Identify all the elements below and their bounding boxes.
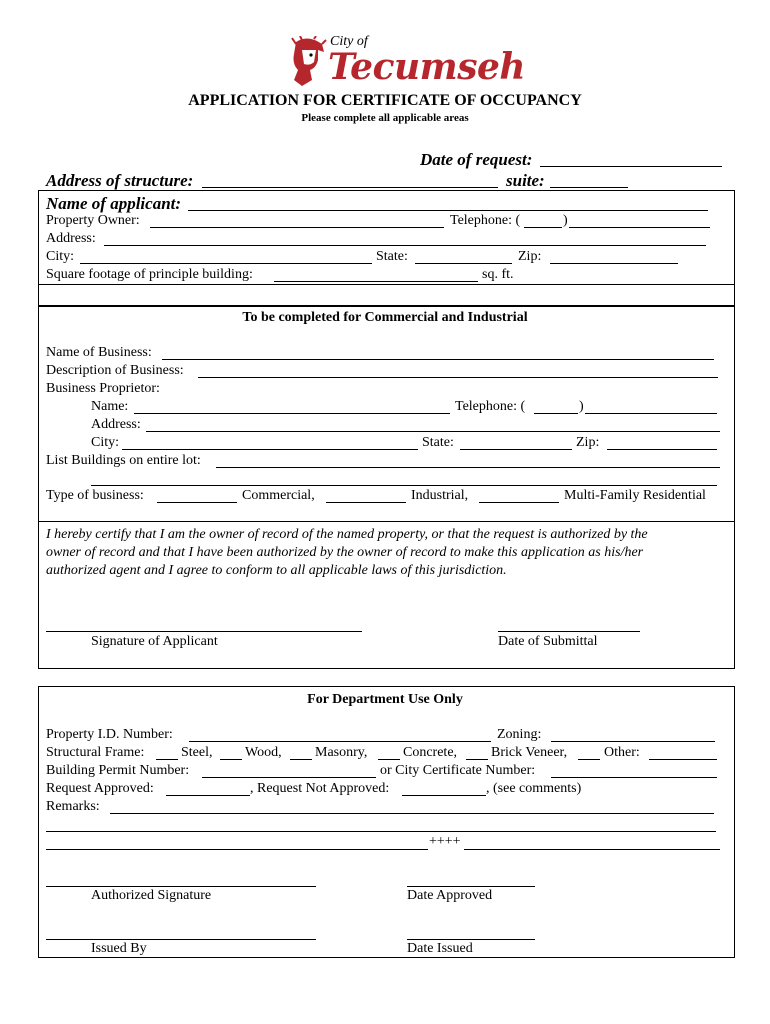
issued-by-field[interactable] [46, 939, 316, 940]
masonry-checkbox-line[interactable] [290, 759, 312, 760]
multi-family-option-label: Multi-Family Residential [564, 488, 706, 503]
state-label: State: [376, 249, 408, 264]
address-of-structure-label: Address of structure: [46, 171, 194, 190]
proprietor-city-label: City: [91, 435, 120, 450]
building-permit-number-field[interactable] [202, 777, 376, 778]
address-of-structure-field[interactable] [202, 187, 498, 188]
page-title: APPLICATION FOR CERTIFICATE OF OCCUPANCY [188, 92, 582, 109]
signature-of-applicant-field[interactable] [46, 631, 362, 632]
issued-by-label: Issued By [91, 941, 147, 956]
remarks-field-4[interactable] [464, 849, 720, 850]
sq-ft-label: sq. ft. [482, 267, 514, 282]
request-approved-field[interactable] [166, 795, 250, 796]
name-of-business-field[interactable] [162, 359, 714, 360]
authorized-signature-label: Authorized Signature [91, 888, 212, 903]
signature-of-applicant-label: Signature of Applicant [91, 634, 218, 649]
remarks-field-3[interactable] [46, 849, 428, 850]
see-comments-label: , (see comments) [486, 781, 582, 796]
list-buildings-label: List Buildings on entire lot: [46, 453, 201, 468]
certification-divider [38, 521, 735, 522]
date-approved-field[interactable] [407, 886, 535, 887]
proprietor-telephone-label: Telephone: ( [455, 399, 526, 414]
multi-family-checkbox-line[interactable] [479, 502, 559, 503]
property-id-field[interactable] [189, 741, 491, 742]
remarks-label: Remarks: [46, 799, 100, 814]
name-of-business-label: Name of Business: [46, 345, 152, 360]
zoning-field[interactable] [551, 741, 715, 742]
suite-label: suite: [506, 171, 545, 190]
date-issued-field[interactable] [407, 939, 535, 940]
proprietor-zip-label: Zip: [576, 435, 600, 450]
suite-field[interactable] [550, 187, 628, 188]
concrete-option-label: Concrete, [403, 745, 458, 760]
business-proprietor-label: Business Proprietor: [46, 381, 160, 396]
proprietor-city-field[interactable] [122, 449, 418, 450]
proprietor-address-label: Address: [91, 417, 141, 432]
applicant-divider [38, 284, 735, 285]
logo-city-text: City of [330, 34, 368, 49]
square-footage-label: Square footage of principle building: [46, 267, 253, 282]
name-of-applicant-field[interactable] [188, 210, 708, 211]
proprietor-telephone-close-paren: ) [579, 399, 584, 414]
other-field[interactable] [649, 759, 717, 760]
department-heading: For Department Use Only [307, 692, 463, 707]
chief-head-icon [288, 36, 328, 88]
proprietor-telephone-area-code-field[interactable] [534, 413, 578, 414]
request-not-approved-label: , Request Not Approved: [250, 781, 390, 796]
square-footage-field[interactable] [274, 281, 478, 282]
other-option-label: Other: [604, 745, 640, 760]
date-of-submittal-label: Date of Submittal [498, 634, 598, 649]
zip-label: Zip: [518, 249, 542, 264]
date-approved-label: Date Approved [407, 888, 493, 903]
proprietor-name-field[interactable] [134, 413, 450, 414]
property-owner-label: Property Owner: [46, 213, 140, 228]
city-certificate-number-field[interactable] [551, 777, 717, 778]
commercial-option-label: Commercial, [242, 488, 315, 503]
proprietor-zip-field[interactable] [607, 449, 717, 450]
city-label: City: [46, 249, 75, 264]
address-label: Address: [46, 231, 96, 246]
remarks-field-2[interactable] [46, 831, 716, 832]
list-buildings-field[interactable] [216, 467, 720, 468]
zip-field[interactable] [550, 263, 678, 264]
property-owner-field[interactable] [150, 227, 444, 228]
property-id-label: Property I.D. Number: [46, 727, 173, 742]
plus-marks: ++++ [429, 834, 461, 849]
telephone-field[interactable] [569, 227, 710, 228]
date-of-request-label: Date of request: [420, 150, 533, 169]
city-logo [288, 34, 526, 90]
address-field[interactable] [104, 245, 706, 246]
steel-option-label: Steel, [181, 745, 213, 760]
proprietor-name-label: Name: [91, 399, 129, 414]
telephone-label: Telephone: ( [450, 213, 521, 228]
certification-line-1: I hereby certify that I am the owner of record of the named property, or that the request is authorized by the [46, 527, 648, 542]
name-of-applicant-label: Name of applicant: [46, 194, 182, 213]
proprietor-state-label: State: [422, 435, 454, 450]
masonry-option-label: Masonry, [315, 745, 368, 760]
description-of-business-field[interactable] [198, 377, 718, 378]
request-approved-label: Request Approved: [46, 781, 154, 796]
concrete-checkbox-line[interactable] [378, 759, 400, 760]
structural-frame-label: Structural Frame: [46, 745, 145, 760]
certification-line-2: owner of record and that I have been authorized by the owner of record to make this application as his/her [46, 545, 644, 560]
proprietor-state-field[interactable] [460, 449, 572, 450]
request-not-approved-field[interactable] [402, 795, 486, 796]
commercial-checkbox-line[interactable] [157, 502, 237, 503]
date-of-request-field[interactable] [540, 166, 722, 167]
wood-checkbox-line[interactable] [220, 759, 242, 760]
telephone-close-paren: ) [563, 213, 568, 228]
list-buildings-field-2[interactable] [91, 485, 717, 486]
city-certificate-number-label: or City Certificate Number: [380, 763, 536, 778]
proprietor-telephone-field[interactable] [585, 413, 717, 414]
industrial-checkbox-line[interactable] [326, 502, 406, 503]
proprietor-address-field[interactable] [146, 431, 720, 432]
certification-line-3: authorized agent and I agree to conform to all applicable laws of this jurisdiction. [46, 563, 507, 578]
date-issued-label: Date Issued [407, 941, 473, 956]
building-permit-number-label: Building Permit Number: [46, 763, 190, 778]
state-field[interactable] [415, 263, 512, 264]
type-of-business-label: Type of business: [46, 488, 144, 503]
other-checkbox-line[interactable] [578, 759, 600, 760]
description-of-business-label: Description of Business: [46, 363, 184, 378]
logo-name-text: Tecumseh [328, 46, 526, 88]
telephone-area-code-field[interactable] [524, 227, 562, 228]
remarks-field[interactable] [110, 813, 714, 814]
zoning-label: Zoning: [497, 727, 542, 742]
brick-veneer-checkbox-line[interactable] [466, 759, 488, 760]
city-field[interactable] [80, 263, 372, 264]
authorized-signature-field[interactable] [46, 886, 316, 887]
commercial-heading: To be completed for Commercial and Industrial [242, 310, 528, 325]
steel-checkbox-line[interactable] [156, 759, 178, 760]
industrial-option-label: Industrial, [411, 488, 469, 503]
date-of-submittal-field[interactable] [498, 631, 640, 632]
brick-veneer-option-label: Brick Veneer, [491, 745, 568, 760]
wood-option-label: Wood, [245, 745, 282, 760]
page-subtitle: Please complete all applicable areas [301, 112, 469, 124]
